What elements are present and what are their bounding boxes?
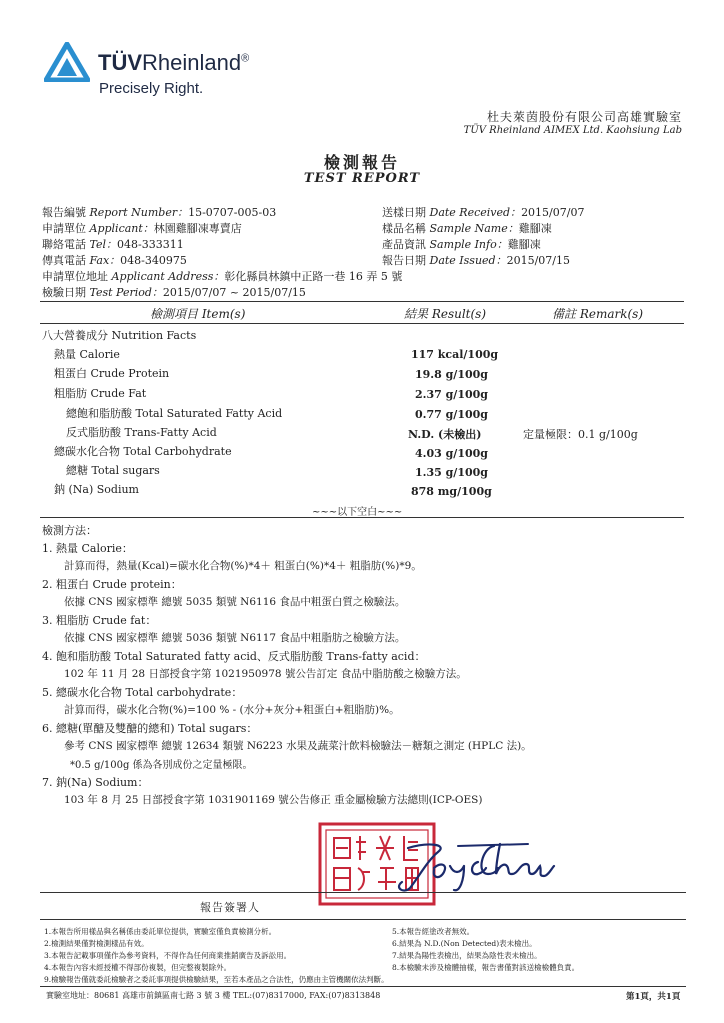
method-line: 依據 CNS 國家標準 總號 5035 類號 N6116 食品中粗蛋白質之檢驗法。 [64, 596, 406, 608]
method-line: 計算而得，熱量(Kcal)=碳水化合物(%)*4＋ 粗蛋白(%)*4＋ 粗脂肪(%)*9。 [64, 560, 422, 572]
report-title-en: TEST REPORT [303, 171, 421, 186]
signature-rule [40, 892, 686, 893]
footer-bottom-rule [40, 986, 686, 987]
table-row-result: 1.35 g/100g [415, 466, 488, 479]
method-line: 2. 粗蛋白 Crude protein： [42, 578, 182, 591]
tuv-logo-triangle-icon [44, 42, 90, 82]
sample-name: 樣品名稱 Sample Name：雞腳凍 [382, 222, 552, 235]
table-end-mark: ~~~以下空白~~~ [312, 507, 403, 518]
method-line: 102 年 11 月 28 日部授食字第 1021950978 號公告訂定 食品中脂肪酸之檢驗方法。 [64, 668, 467, 680]
method-line: 7. 鈉(Na) Sodium： [42, 776, 149, 789]
col-header-item: 檢測項目 Item(s) [150, 307, 246, 321]
table-bottom-rule [40, 517, 684, 518]
method-line: 6. 總糖(單醣及雙醣的總和) Total sugars： [42, 722, 258, 735]
applicant: 申請單位 Applicant：林園雞腳凍專賣店 [42, 222, 242, 235]
lab-name-cn: 杜夫萊茵股份有限公司高雄實驗室 [486, 110, 682, 124]
footer-note: 4.本報告內容未經授權不得部份複製，但完整複製除外。 [44, 963, 232, 972]
footer-top-rule [40, 919, 686, 920]
table-top-rule [40, 301, 684, 302]
table-row-result: 117 kcal/100g [411, 348, 499, 361]
table-row-item: 粗蛋白 Crude Protein [54, 367, 170, 380]
footer-note: 2.檢測結果僅對檢測樣品有效。 [44, 939, 149, 948]
table-row-result: 878 mg/100g [411, 485, 492, 498]
tel: 聯絡電話 Tel：048-333311 [42, 238, 184, 251]
method-line: 計算而得，碳水化合物(%)=100 % - (水分+灰分+粗蛋白+粗脂肪)%。 [64, 704, 400, 716]
report-title-cn: 檢測報告 [323, 153, 400, 172]
brand-tagline: Precisely Right. [99, 80, 204, 97]
table-row-result: 19.8 g/100g [415, 368, 488, 381]
signature-label: 報告簽署人 [200, 901, 260, 914]
table-row-item: 鈉 (Na) Sodium [54, 483, 139, 496]
table-row-item: 反式脂肪酸 Trans-Fatty Acid [66, 426, 217, 439]
footer-note: 7.結果為陽性表檢出，結果為陰性表未檢出。 [392, 951, 542, 960]
method-line: 103 年 8 月 25 日部授食字第 1031901169 號公告修正 重金屬檢驗方法總則(ICP-OES) [64, 794, 483, 806]
footer-note: 5.本報告經塗改者無效。 [392, 927, 475, 936]
signature [388, 838, 558, 898]
fax: 傳真電話 Fax：048-340975 [42, 254, 187, 267]
report-number: 報告編號 Report Number：15-0707-005-03 [42, 206, 277, 219]
lab-name-en: TÜV Rheinland AIMEX Ltd. Kaohsiung Lab [463, 125, 682, 136]
footer-note: 6.結果為 N.D.(Non Detected)表未檢出。 [392, 939, 537, 948]
table-row-remark: 定量極限：0.1 g/100g [523, 428, 638, 441]
method-line: 3. 粗脂肪 Crude fat： [42, 614, 157, 627]
brand-name: TÜVRheinland® [98, 50, 250, 75]
date-issued: 報告日期 Date Issued：2015/07/15 [382, 254, 570, 267]
method-line: 4. 飽和脂肪酸 Total Saturated fatty acid、反式脂肪酸 Trans-fatty acid： [42, 650, 426, 663]
table-row-item: 總糖 Total sugars [66, 464, 160, 477]
footer-note: 1.本報告所用樣品與名稱係由委託單位提供，實驗室僅負責檢測分析。 [44, 927, 277, 936]
footer-note: 9.檢驗報告僅就委託檢驗者之委託事項提供檢驗結果，至若本產品之合法性，仍應由主管機關依法判斷。 [44, 975, 389, 984]
footer-note: 8.本檢驗未涉及檢體抽樣，報告書僅對該送檢檢體負責。 [392, 963, 580, 972]
method-line: *0.5 g/100g 係為各別成份之定量極限。 [70, 760, 253, 771]
footer-note: 3.本報告記載事項僅作為參考資料，不得作為任何商業推銷廣告及訴訟用。 [44, 951, 292, 960]
table-row-item: 總飽和脂肪酸 Total Saturated Fatty Acid [66, 407, 283, 420]
method-line: 5. 總碳水化合物 Total carbohydrate： [42, 686, 243, 699]
table-row-result: 0.77 g/100g [415, 408, 488, 421]
table-header-rule [40, 323, 684, 324]
method-line: 依據 CNS 國家標準 總號 5036 類號 N6117 食品中粗脂肪之檢驗方法。 [64, 632, 406, 644]
section-nutrition-facts: 八大營養成分 Nutrition Facts [42, 329, 197, 342]
method-line: 1. 熱量 Calorie： [42, 542, 133, 555]
col-header-remark: 備註 Remark(s) [552, 307, 644, 321]
lab-address: 實驗室地址：80681 高雄市前鎮區南七路 3 號 3 樓 TEL:(07)8317000, FAX:(07)8313848 [46, 991, 381, 1000]
methods-heading: 檢測方法： [42, 524, 97, 537]
table-row-result: 4.03 g/100g [415, 447, 488, 460]
applicant-address: 申請單位地址 Applicant Address：彰化縣員林鎮中正路一巷 16 弄 5 號 [42, 270, 403, 283]
page-number: 第1頁，共1頁 [626, 992, 681, 1002]
table-row-result: N.D. (未檢出) [408, 428, 482, 441]
col-header-result: 結果 Result(s) [404, 307, 487, 321]
sample-info: 產品資訊 Sample Info：雞腳凍 [382, 238, 541, 251]
method-line: 參考 CNS 國家標準 總號 12634 類號 N6223 水果及蔬菜汁飲料檢驗法－糖類之測定 (HPLC 法)。 [64, 740, 532, 752]
table-row-item: 粗脂肪 Crude Fat [54, 387, 147, 400]
table-row-result: 2.37 g/100g [415, 388, 488, 401]
test-period: 檢驗日期 Test Period：2015/07/07 ~ 2015/07/15 [42, 286, 306, 299]
table-row-item: 熱量 Calorie [54, 348, 120, 361]
date-received: 送樣日期 Date Received：2015/07/07 [382, 206, 585, 219]
table-row-item: 總碳水化合物 Total Carbohydrate [54, 445, 232, 458]
